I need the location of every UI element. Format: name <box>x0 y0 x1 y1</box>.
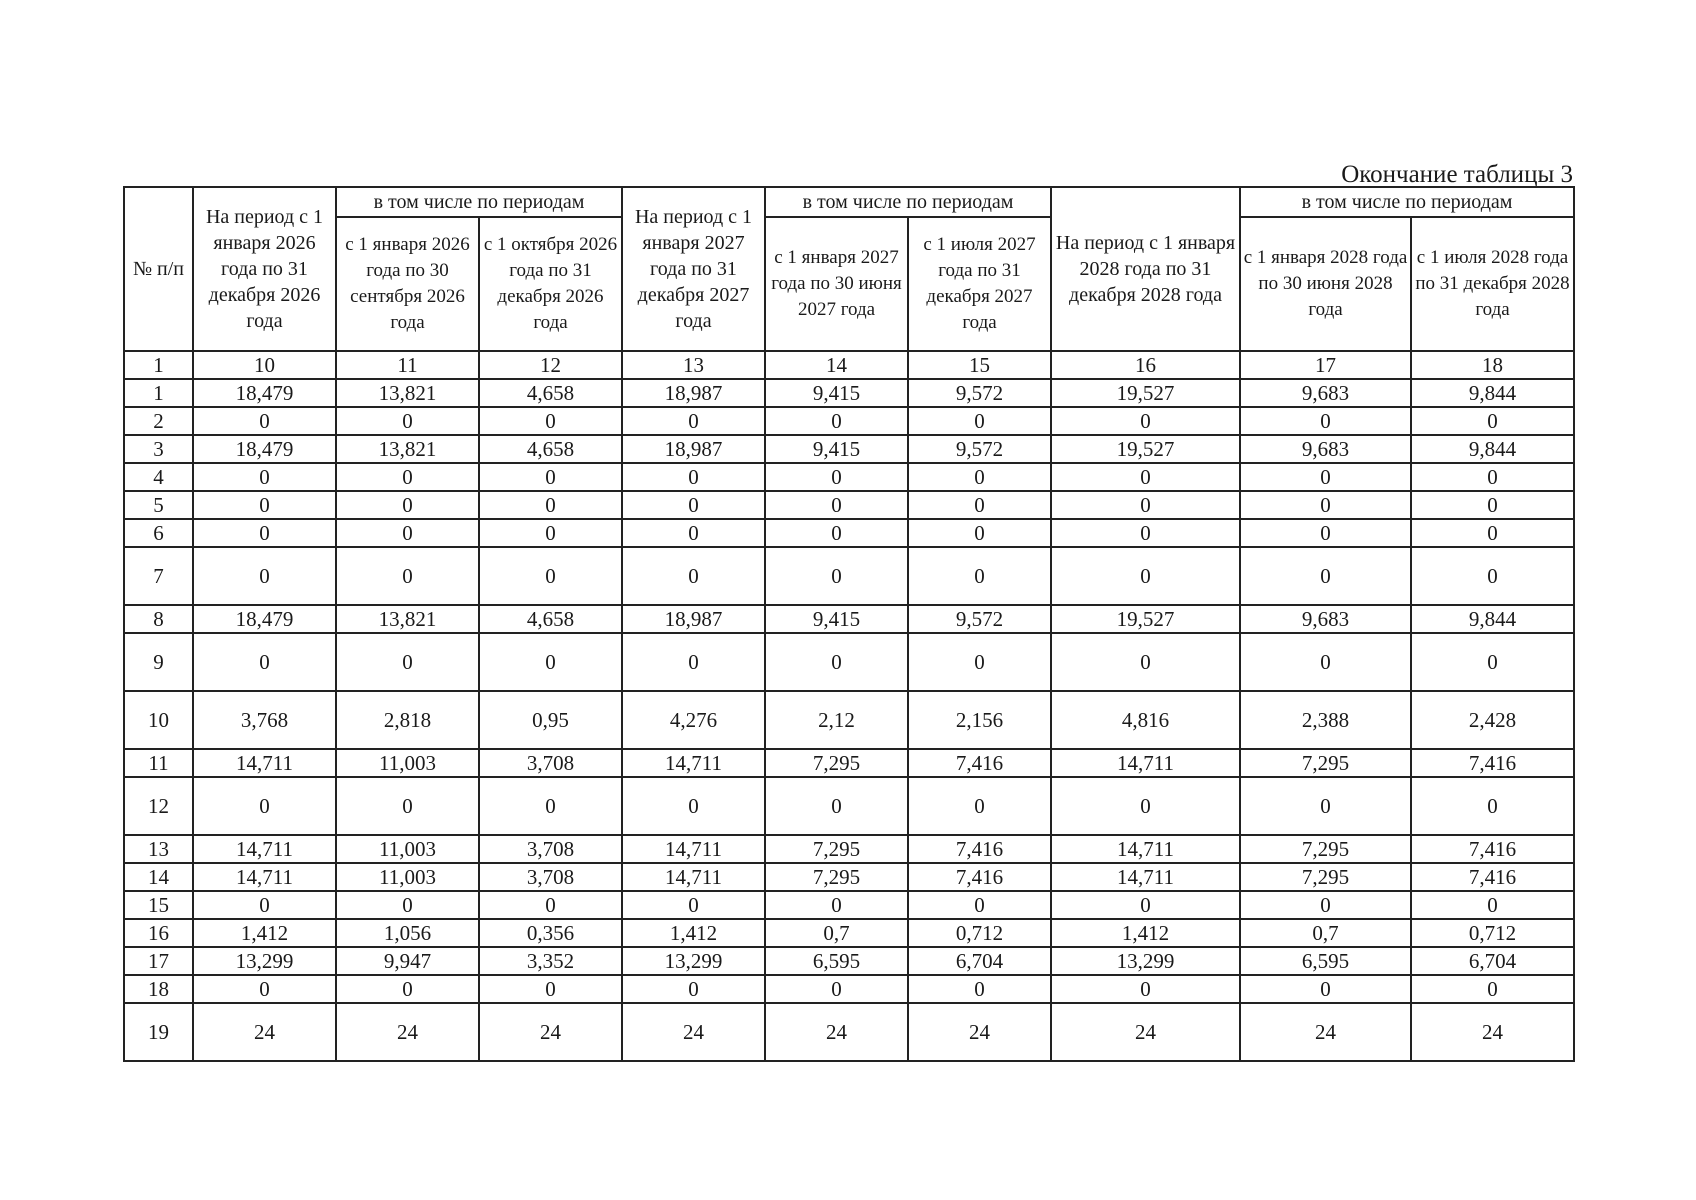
table-cell: 0,95 <box>479 691 622 749</box>
row-number-cell: 2 <box>124 407 193 435</box>
table-cell: 0 <box>765 491 908 519</box>
row-number-cell: 10 <box>124 691 193 749</box>
table-cell: 0 <box>1051 463 1240 491</box>
header-col-17: с 1 января 2028 года по 30 июня 2028 года <box>1240 217 1411 351</box>
table-row <box>124 407 1574 435</box>
table-row <box>124 379 1574 407</box>
header-group-2028: в том числе по периодам <box>1240 187 1574 217</box>
table-cell: 0 <box>479 547 622 605</box>
table-cell: 0 <box>908 463 1051 491</box>
row-number-cell: 13 <box>124 835 193 863</box>
table-cell: 24 <box>622 1003 765 1061</box>
table-cell: 7,416 <box>1411 835 1574 863</box>
table-cell: 14,711 <box>193 835 336 863</box>
table-cell: 0 <box>336 463 479 491</box>
table-cell: 6,595 <box>1240 947 1411 975</box>
table-cell: 24 <box>193 1003 336 1061</box>
table-cell: 0 <box>1411 777 1574 835</box>
header-col-15: с 1 июля 2027 года по 31 декабря 2027 года <box>908 217 1051 351</box>
table-row <box>124 435 1574 463</box>
table-cell: 0 <box>1240 491 1411 519</box>
table-cell: 0 <box>1051 891 1240 919</box>
row-number-cell: 4 <box>124 463 193 491</box>
table-cell: 0 <box>908 891 1051 919</box>
table-cell: 24 <box>765 1003 908 1061</box>
row-number-cell: 5 <box>124 491 193 519</box>
table-cell: 0 <box>765 407 908 435</box>
table-cell: 7,295 <box>765 749 908 777</box>
table-cell: 0 <box>479 975 622 1003</box>
table-cell: 0 <box>193 777 336 835</box>
table-row <box>124 947 1574 975</box>
column-index: 13 <box>622 351 765 379</box>
table-cell: 0 <box>193 547 336 605</box>
table-cell: 0,356 <box>479 919 622 947</box>
table-cell: 0 <box>336 975 479 1003</box>
table-row <box>124 491 1574 519</box>
column-index: 14 <box>765 351 908 379</box>
table-cell: 0 <box>622 463 765 491</box>
column-index: 18 <box>1411 351 1574 379</box>
table-cell: 2,156 <box>908 691 1051 749</box>
table-cell: 9,683 <box>1240 379 1411 407</box>
header-group-2026: в том числе по периодам <box>336 187 622 217</box>
table-cell: 3,708 <box>479 749 622 777</box>
table-cell: 0 <box>765 463 908 491</box>
table-cell: 2,388 <box>1240 691 1411 749</box>
column-index: 17 <box>1240 351 1411 379</box>
table-cell: 19,527 <box>1051 435 1240 463</box>
table-header <box>124 187 1574 379</box>
table-cell: 0 <box>336 891 479 919</box>
table-cell: 24 <box>1411 1003 1574 1061</box>
table-cell: 14,711 <box>622 863 765 891</box>
table-cell: 9,415 <box>765 379 908 407</box>
table-cell: 0 <box>336 407 479 435</box>
table-cell: 0 <box>1051 975 1240 1003</box>
table-cell: 0 <box>622 519 765 547</box>
table-cell: 0 <box>193 891 336 919</box>
table-cell: 0 <box>908 975 1051 1003</box>
table-cell: 3,708 <box>479 863 622 891</box>
table-cell: 4,816 <box>1051 691 1240 749</box>
table-cell: 14,711 <box>193 749 336 777</box>
header-col-16: На период с 1 января 2028 года по 31 декабря 2028 года <box>1051 187 1240 351</box>
table-cell: 0 <box>908 519 1051 547</box>
table-cell: 9,683 <box>1240 435 1411 463</box>
table-cell: 19,527 <box>1051 605 1240 633</box>
table-cell: 0 <box>479 891 622 919</box>
table-cell: 18,479 <box>193 605 336 633</box>
column-index: 1 <box>124 351 193 379</box>
table-cell: 0 <box>765 519 908 547</box>
table-cell: 0 <box>336 547 479 605</box>
table-cell: 0 <box>908 547 1051 605</box>
table-row <box>124 975 1574 1003</box>
row-number-cell: 18 <box>124 975 193 1003</box>
header-col-12: с 1 октября 2026 года по 31 декабря 2026 года <box>479 217 622 351</box>
column-index: 15 <box>908 351 1051 379</box>
table-row <box>124 749 1574 777</box>
table-cell: 7,295 <box>1240 835 1411 863</box>
table-cell: 19,527 <box>1051 379 1240 407</box>
table-body <box>124 379 1574 1061</box>
table-cell: 13,299 <box>622 947 765 975</box>
table-row <box>124 463 1574 491</box>
header-col-18: с 1 июля 2028 года по 31 декабря 2028 года <box>1411 217 1574 351</box>
table-cell: 0 <box>479 491 622 519</box>
table-cell: 0 <box>765 891 908 919</box>
table-cell: 7,416 <box>1411 863 1574 891</box>
table-cell: 0 <box>765 777 908 835</box>
table-cell: 9,572 <box>908 435 1051 463</box>
table-row <box>124 605 1574 633</box>
table-cell: 1,412 <box>1051 919 1240 947</box>
table-cell: 0 <box>1240 463 1411 491</box>
table-row <box>124 547 1574 605</box>
table-cell: 0 <box>1051 547 1240 605</box>
table-cell: 13,821 <box>336 435 479 463</box>
table-cell: 4,658 <box>479 605 622 633</box>
table-cell: 0 <box>908 491 1051 519</box>
table-cell: 9,572 <box>908 379 1051 407</box>
table-cell: 0 <box>479 519 622 547</box>
table-cell: 3,352 <box>479 947 622 975</box>
table-cell: 9,844 <box>1411 435 1574 463</box>
column-index: 12 <box>479 351 622 379</box>
table-cell: 0,712 <box>908 919 1051 947</box>
table-cell: 7,295 <box>765 863 908 891</box>
table-cell: 0 <box>193 491 336 519</box>
table-cell: 9,947 <box>336 947 479 975</box>
table-cell: 1,056 <box>336 919 479 947</box>
row-number-cell: 15 <box>124 891 193 919</box>
table-cell: 24 <box>336 1003 479 1061</box>
table-cell: 4,658 <box>479 379 622 407</box>
table-cell: 0 <box>1411 975 1574 1003</box>
column-index: 11 <box>336 351 479 379</box>
table-caption: Окончание таблицы 3 <box>1341 161 1573 188</box>
table-cell: 0 <box>1051 519 1240 547</box>
table-row <box>124 633 1574 691</box>
header-col-14: с 1 января 2027 года по 30 июня 2027 года <box>765 217 908 351</box>
table-cell: 0 <box>908 777 1051 835</box>
table-cell: 11,003 <box>336 749 479 777</box>
table-cell: 0 <box>1240 633 1411 691</box>
table-cell: 0 <box>1240 975 1411 1003</box>
table-cell: 0 <box>193 519 336 547</box>
table-cell: 24 <box>1240 1003 1411 1061</box>
table-cell: 11,003 <box>336 863 479 891</box>
table-cell: 0 <box>1411 407 1574 435</box>
table-cell: 9,572 <box>908 605 1051 633</box>
table-cell: 0 <box>1051 633 1240 691</box>
column-index-row <box>124 351 1574 379</box>
table-cell: 14,711 <box>193 863 336 891</box>
table-cell: 11,003 <box>336 835 479 863</box>
table-cell: 24 <box>479 1003 622 1061</box>
row-number-cell: 19 <box>124 1003 193 1061</box>
row-number-cell: 17 <box>124 947 193 975</box>
table-cell: 0 <box>1240 547 1411 605</box>
table-cell: 6,704 <box>1411 947 1574 975</box>
table-cell: 0 <box>193 975 336 1003</box>
table-cell: 6,704 <box>908 947 1051 975</box>
table-cell: 14,711 <box>1051 749 1240 777</box>
table-cell: 14,711 <box>622 835 765 863</box>
table-cell: 0 <box>622 975 765 1003</box>
header-group-2027: в том числе по периодам <box>765 187 1051 217</box>
table-row <box>124 919 1574 947</box>
table-cell: 0 <box>193 407 336 435</box>
table-cell: 1,412 <box>622 919 765 947</box>
table-row <box>124 691 1574 749</box>
table-cell: 14,711 <box>622 749 765 777</box>
table-cell: 0 <box>908 633 1051 691</box>
table-cell: 18,479 <box>193 435 336 463</box>
table-cell: 0 <box>193 633 336 691</box>
table-cell: 0 <box>1411 519 1574 547</box>
table-cell: 3,768 <box>193 691 336 749</box>
row-number-cell: 7 <box>124 547 193 605</box>
table-cell: 0 <box>336 491 479 519</box>
table-cell: 0 <box>336 633 479 691</box>
table-cell: 0 <box>1411 633 1574 691</box>
table-cell: 18,987 <box>622 435 765 463</box>
row-number-cell: 9 <box>124 633 193 691</box>
table-cell: 0 <box>908 407 1051 435</box>
table-cell: 0 <box>622 491 765 519</box>
header-col-10: На период с 1 января 2026 года по 31 декабря 2026 года <box>193 187 336 351</box>
table-cell: 0 <box>1411 491 1574 519</box>
row-number-cell: 6 <box>124 519 193 547</box>
table-cell: 1,412 <box>193 919 336 947</box>
table-cell: 4,658 <box>479 435 622 463</box>
table-cell: 0 <box>1411 463 1574 491</box>
column-index: 16 <box>1051 351 1240 379</box>
table-cell: 9,415 <box>765 435 908 463</box>
table-cell: 0 <box>1240 777 1411 835</box>
table-row <box>124 519 1574 547</box>
row-number-cell: 3 <box>124 435 193 463</box>
table-cell: 0 <box>1051 407 1240 435</box>
table-cell: 0 <box>622 407 765 435</box>
table-row <box>124 891 1574 919</box>
table-cell: 9,844 <box>1411 379 1574 407</box>
table-cell: 14,711 <box>1051 863 1240 891</box>
table-cell: 2,428 <box>1411 691 1574 749</box>
table-row <box>124 863 1574 891</box>
table-cell: 0 <box>622 891 765 919</box>
table-cell: 13,299 <box>193 947 336 975</box>
row-number-cell: 8 <box>124 605 193 633</box>
table-cell: 0,7 <box>1240 919 1411 947</box>
header-col-11: с 1 января 2026 года по 30 сентября 2026 года <box>336 217 479 351</box>
table-cell: 0 <box>336 777 479 835</box>
table-cell: 18,987 <box>622 605 765 633</box>
header-number: № п/п <box>124 187 193 351</box>
table-row <box>124 777 1574 835</box>
table-cell: 9,683 <box>1240 605 1411 633</box>
table-cell: 0 <box>1240 891 1411 919</box>
table-cell: 0 <box>1051 491 1240 519</box>
table-cell: 0 <box>1240 519 1411 547</box>
table-cell: 0 <box>765 633 908 691</box>
table-cell: 13,821 <box>336 379 479 407</box>
table-cell: 7,416 <box>908 749 1051 777</box>
table-cell: 0 <box>1411 547 1574 605</box>
table-cell: 0,7 <box>765 919 908 947</box>
table-cell: 18,479 <box>193 379 336 407</box>
table-cell: 13,821 <box>336 605 479 633</box>
table-cell: 13,299 <box>1051 947 1240 975</box>
table-cell: 4,276 <box>622 691 765 749</box>
table-cell: 7,416 <box>1411 749 1574 777</box>
table-cell: 2,818 <box>336 691 479 749</box>
row-number-cell: 16 <box>124 919 193 947</box>
table-cell: 0,712 <box>1411 919 1574 947</box>
table-row <box>124 1003 1574 1061</box>
table-cell: 0 <box>622 777 765 835</box>
table-cell: 0 <box>479 407 622 435</box>
data-table <box>123 186 1575 1062</box>
table-cell: 0 <box>1051 777 1240 835</box>
table-cell: 0 <box>1411 891 1574 919</box>
table-cell: 9,844 <box>1411 605 1574 633</box>
table-cell: 18,987 <box>622 379 765 407</box>
table-cell: 3,708 <box>479 835 622 863</box>
table-row <box>124 835 1574 863</box>
row-number-cell: 14 <box>124 863 193 891</box>
column-index: 10 <box>193 351 336 379</box>
table-cell: 0 <box>765 975 908 1003</box>
row-number-cell: 12 <box>124 777 193 835</box>
header-col-13: На период с 1 января 2027 года по 31 декабря 2027 года <box>622 187 765 351</box>
table-cell: 24 <box>908 1003 1051 1061</box>
row-number-cell: 11 <box>124 749 193 777</box>
table-cell: 7,295 <box>765 835 908 863</box>
table-cell: 0 <box>336 519 479 547</box>
table-cell: 0 <box>622 633 765 691</box>
table-cell: 0 <box>622 547 765 605</box>
table-cell: 7,416 <box>908 835 1051 863</box>
table-cell: 0 <box>193 463 336 491</box>
table-cell: 6,595 <box>765 947 908 975</box>
table-cell: 7,416 <box>908 863 1051 891</box>
table-cell: 14,711 <box>1051 835 1240 863</box>
table-cell: 0 <box>479 463 622 491</box>
table-cell: 0 <box>1240 407 1411 435</box>
table-cell: 24 <box>1051 1003 1240 1061</box>
table-cell: 7,295 <box>1240 749 1411 777</box>
table-cell: 7,295 <box>1240 863 1411 891</box>
row-number-cell: 1 <box>124 379 193 407</box>
table-cell: 2,12 <box>765 691 908 749</box>
table-cell: 0 <box>479 777 622 835</box>
table-cell: 0 <box>765 547 908 605</box>
table-cell: 9,415 <box>765 605 908 633</box>
table-cell: 0 <box>479 633 622 691</box>
